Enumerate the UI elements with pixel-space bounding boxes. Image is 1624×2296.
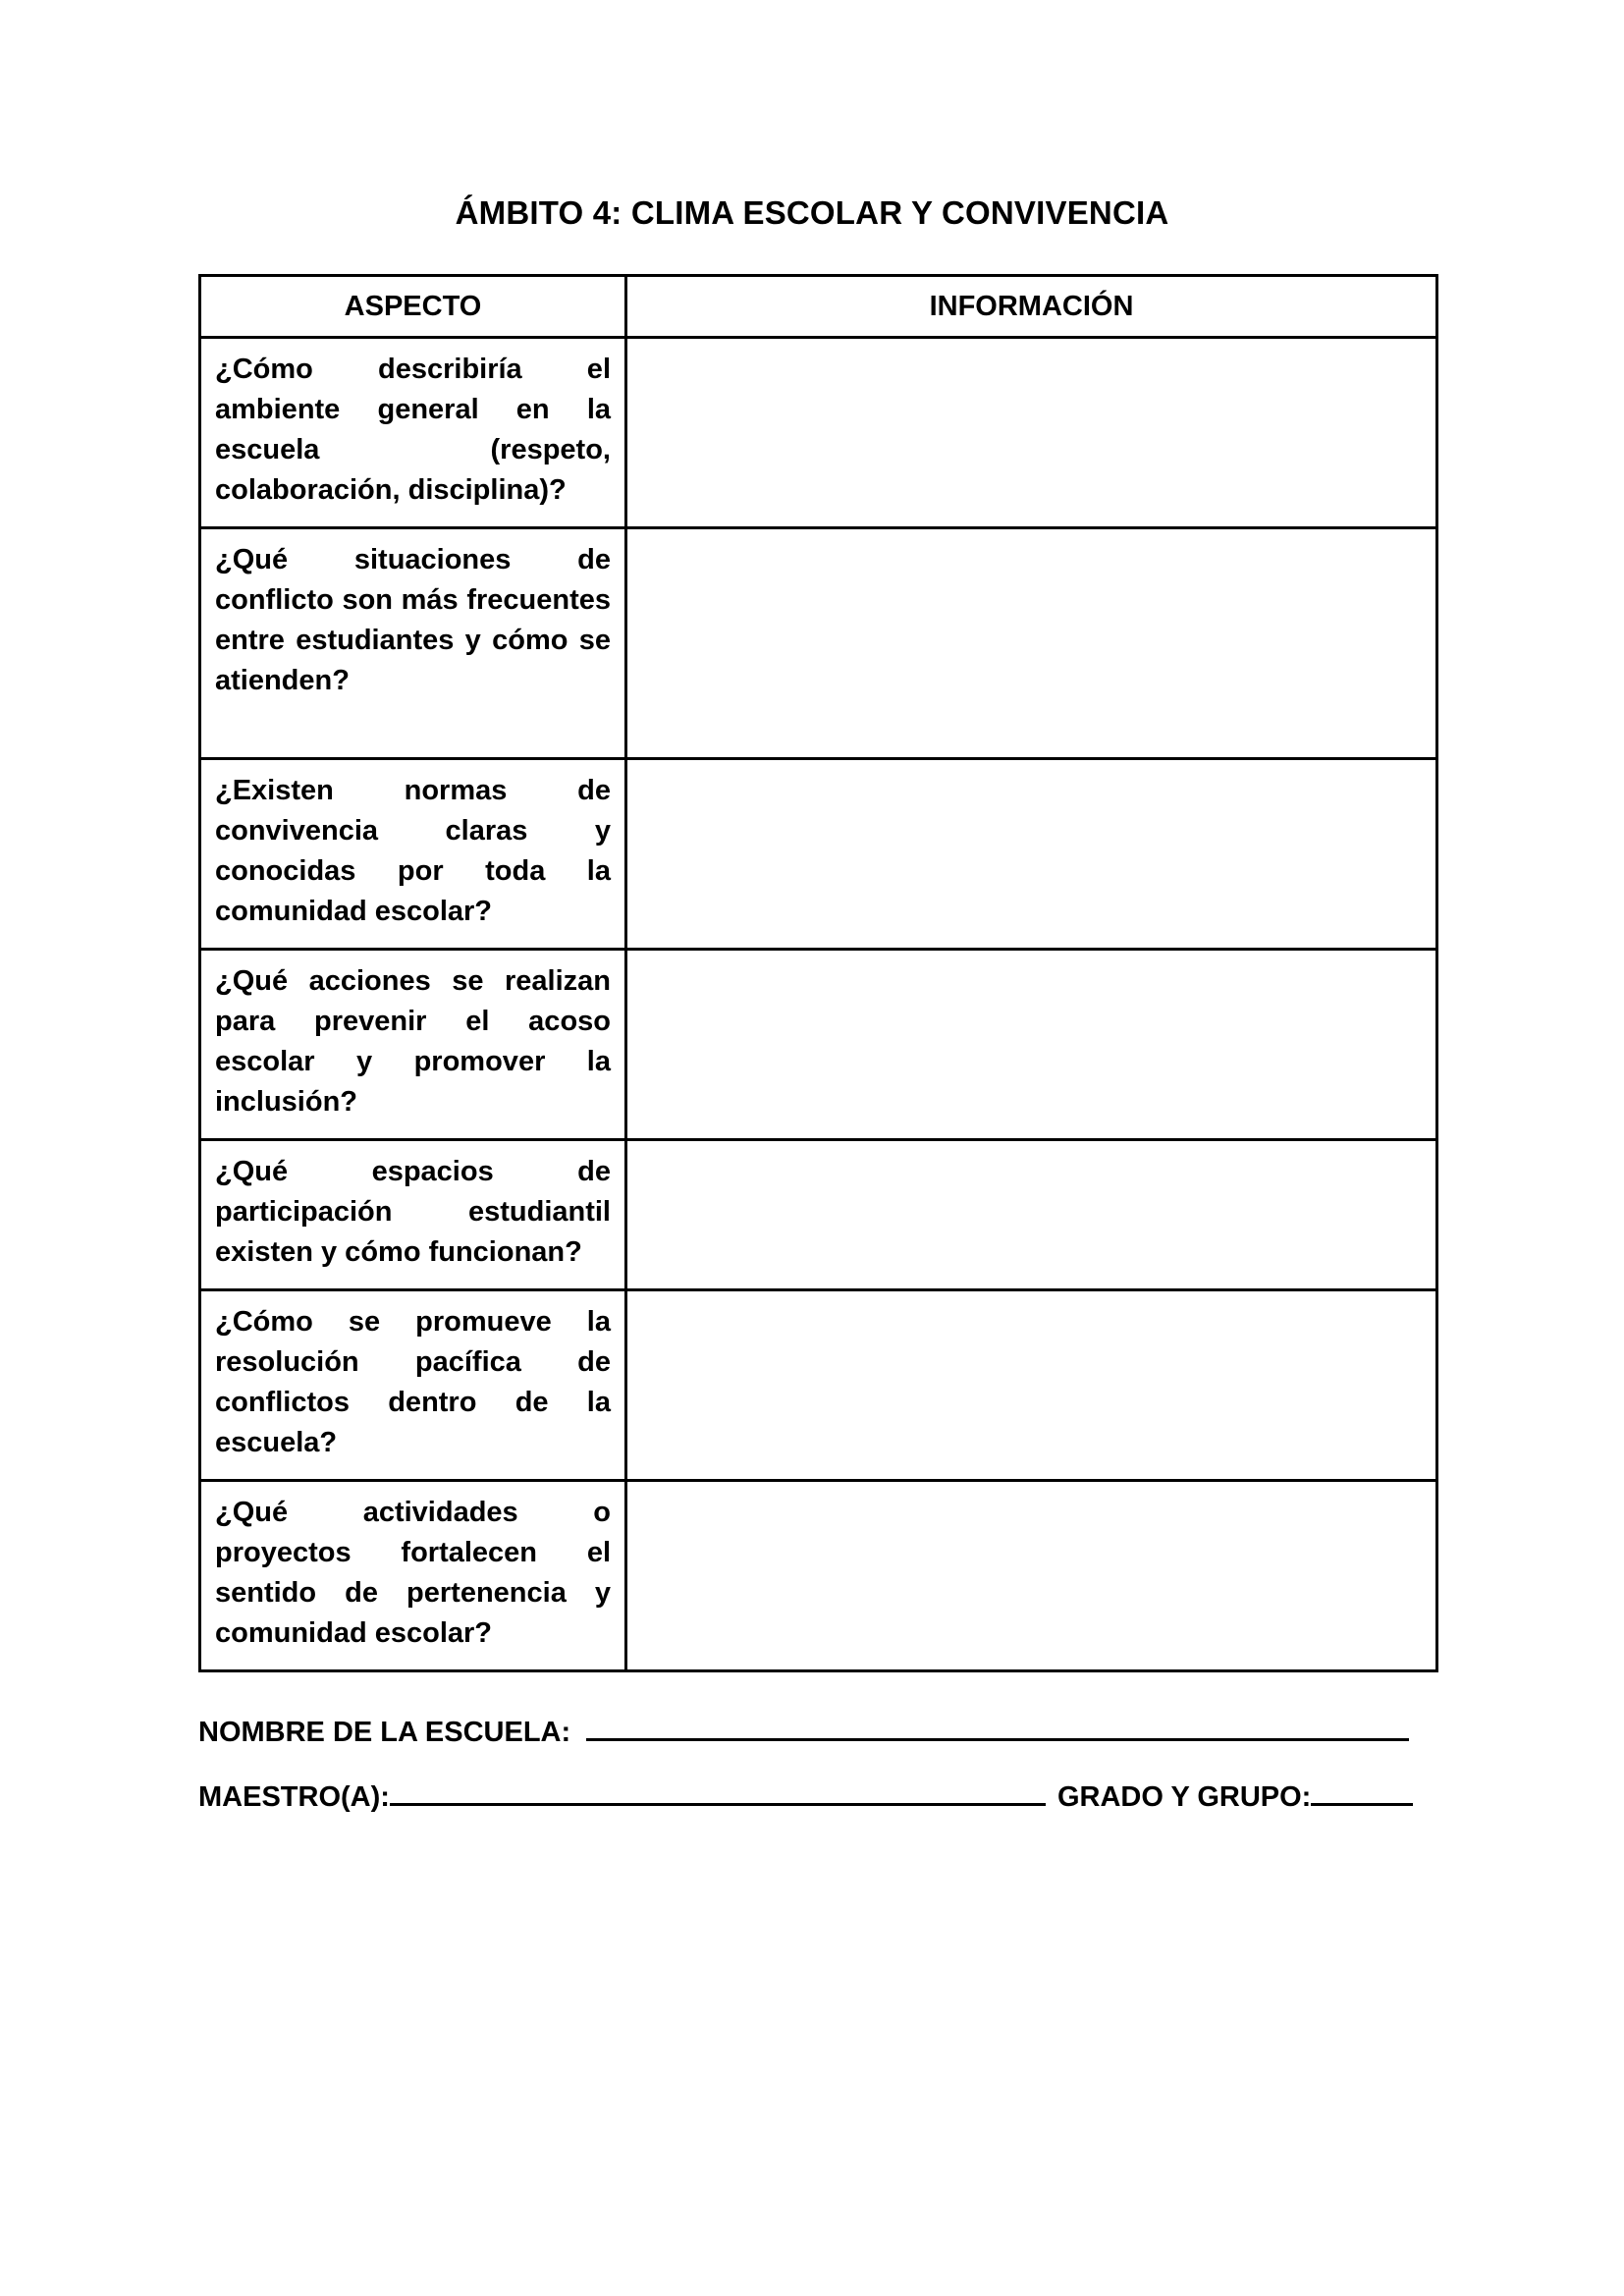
aspect-question: ¿Qué situaciones de conflicto son más frecuentes entre estudiantes y cómo se atienden? [200,528,626,759]
header-aspect: ASPECTO [200,276,626,338]
info-cell[interactable] [626,950,1437,1140]
aspect-question: ¿Qué acciones se realizan para prevenir el acoso escolar y promover la inclusión? [200,950,626,1140]
teacher-field[interactable] [390,1777,1046,1806]
teacher-line [198,1777,1413,1814]
teacher-label: MAESTRO(A): [198,1781,390,1813]
grade-group-field[interactable] [1311,1777,1413,1806]
school-name-field[interactable] [586,1713,1409,1741]
table-row [200,950,1437,1140]
table-row [200,1290,1437,1481]
info-cell[interactable] [626,1290,1437,1481]
grade-group-label: GRADO Y GRUPO: [1056,1781,1312,1813]
aspect-table [198,274,1438,1672]
aspect-question: ¿Cómo describiría el ambiente general en la escuela (respeto, colaboración, disciplina)? [200,338,626,528]
table-row [200,759,1437,950]
aspect-question: ¿Cómo se promueve la resolución pacífica de conflictos dentro de la escuela? [200,1290,626,1481]
info-cell[interactable] [626,1481,1437,1671]
table-header-row [200,276,1437,338]
info-cell[interactable] [626,338,1437,528]
table-row [200,528,1437,759]
page-title: ÁMBITO 4: CLIMA ESCOLAR Y CONVIVENCIA [455,194,1169,231]
info-cell[interactable] [626,759,1437,950]
info-cell[interactable] [626,1140,1437,1290]
table-row [200,1481,1437,1671]
table-row [200,338,1437,528]
aspect-question: ¿Qué espacios de participación estudiantil existen y cómo funcionan? [200,1140,626,1290]
header-info: INFORMACIÓN [626,276,1437,338]
aspect-question: ¿Qué actividades o proyectos fortalecen el sentido de pertenencia y comunidad escolar? [200,1481,626,1671]
info-cell[interactable] [626,528,1437,759]
school-name-label: NOMBRE DE LA ESCUELA: [198,1717,571,1748]
school-name-line [198,1713,1409,1749]
table-row [200,1140,1437,1290]
aspect-question: ¿Existen normas de convivencia claras y conocidas por toda la comunidad escolar? [200,759,626,950]
